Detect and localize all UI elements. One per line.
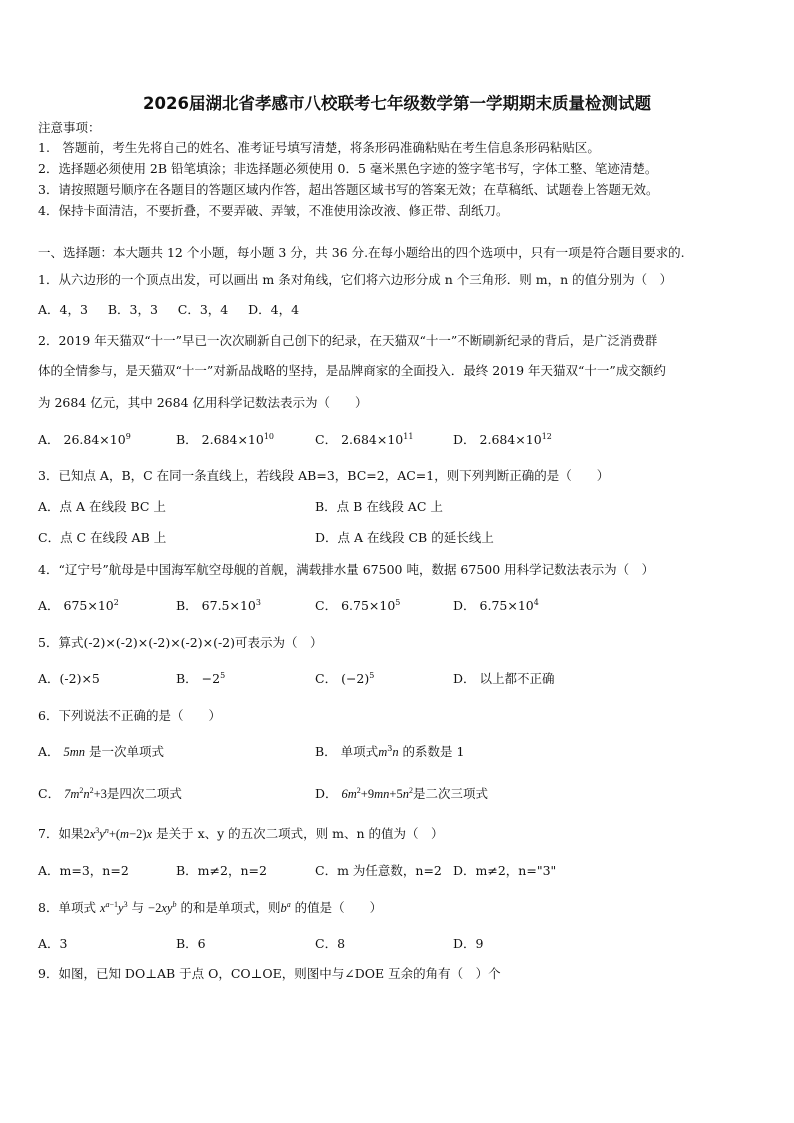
option-d: D．点 A 在线段 CB 的延长线上 <box>315 530 494 545</box>
option-c: C．点 C 在线段 AB 上 <box>38 530 167 545</box>
option-b: B．3，3 <box>107 302 158 317</box>
question-1-options <box>38 302 299 318</box>
notice-item: 2．选择题必须使用 2B 铅笔填涂；非选择题必须使用 0．5 毫米黑色字迹的签字笔书写，字体工整、笔迹清楚。 <box>38 161 658 176</box>
option-d: D．9 <box>453 936 484 951</box>
question-8-term-1: $x^{a-1}y^3$ <box>99 899 128 915</box>
option-c: C．3，4 <box>177 302 229 317</box>
question-5-stem: 5．算式(-2)×(-2)×(-2)×(-2)×(-2)可表示为（ ） <box>38 635 323 650</box>
notice-item: 3．请按照题号顺序在各题目的答题区域内作答，超出答题区域书写的答案无效；在草稿纸、试题卷上答题无效。 <box>38 182 659 197</box>
notice-heading: 注意事项： <box>38 120 101 135</box>
option-a: A．(-2)×5 <box>38 671 100 686</box>
option-c: C． $7m^2n^2+3$是四次二项式 <box>38 785 182 801</box>
option-a: A．点 A 在线段 BC 上 <box>38 499 166 514</box>
question-1-stem: 1．从六边形的一个顶点出发，可以画出 m 条对角线，它们将六边形分成 n 个三角形．则 m，n 的值分别为（ ） <box>38 272 673 287</box>
option-d-formula: $6m^2+9mn+5n^2$ <box>341 785 413 801</box>
section-heading: 一、选择题：本大题共 12 个小题，每小题 3 分，共 36 分.在每小题给出的四个选项中，只有一项是符合题目要求的. <box>38 245 685 260</box>
option-d: D． $6.75\times 10^4$ <box>453 597 539 613</box>
question-3-stem: 3．已知点 A，B，C 在同一条直线上，若线段 AB=3，BC=2，AC=1，则下列判断正确的是（ ） <box>38 468 610 483</box>
question-2-stem-line: 2．2019 年天猫双“十一”早已一次次刷新自己创下的纪录，在天猫双“十一”不断刷新纪录的背后，是广泛消费群 <box>38 333 658 348</box>
option-c-formula: $7m^2n^2+3$ <box>64 785 107 801</box>
option-b: B． $-2^5$ <box>176 670 226 686</box>
option-b: B． 单项式$m^3n$ 的系数是 1 <box>315 743 465 759</box>
exam-title: 2026届湖北省孝感市八校联考七年级数学第一学期期末质量检测试题 <box>143 94 651 113</box>
question-6-stem: 6．下列说法不正确的是（ ） <box>38 708 221 723</box>
question-8-stem: 8．单项式 $x^{a-1}y^3$ 与 $-2xy^b$ 的和是单项式，则$b^a$ 的值是（ ） <box>38 899 383 915</box>
question-4-stem: 4．“辽宁号”航母是中国海军航空母舰的首舰，满载排水量 67500 吨，数据 67500 用科学记数法表示为（ ） <box>38 562 655 577</box>
option-b: B． $2.684\times 10^{10}$ <box>176 431 275 447</box>
option-a: A． $26.84\times 10^9$ <box>38 431 131 447</box>
option-c: C．8 <box>315 936 346 951</box>
option-a: A．m=3，n=2 <box>38 863 129 878</box>
option-a: A． 5mn 是一次单项式 <box>38 744 165 759</box>
option-b: B．6 <box>176 936 206 951</box>
question-2-stem-line: 体的全情参与，是天猫双“十一”对新品战略的坚持，是品牌商家的全面投入．最终 2019 年天猫双“十一”成交额约 <box>38 363 666 378</box>
option-c: C． $6.75\times 10^5$ <box>315 597 401 613</box>
option-d: D． 以上都不正确 <box>453 671 555 686</box>
question-7-stem: 7．如果$2x^3y^n+(m-2)x$ 是关于 x、y 的五次二项式，则 m、n 的值为（ ） <box>38 825 444 841</box>
question-2-stem-line: 为 2684 亿元，其中 2684 亿用科学记数法表示为（ ） <box>38 395 368 410</box>
option-d: D．m≠2，n="3" <box>453 863 557 878</box>
option-a: A．4，3 <box>38 302 88 317</box>
option-b: B．m≠2，n=2 <box>176 863 267 878</box>
question-9-stem: 9．如图，已知 DO⊥AB 于点 O，CO⊥OE，则图中与∠DOE 互余的角有（ ）个 <box>38 966 501 981</box>
option-d: D． $2.684\times 10^{12}$ <box>453 431 552 447</box>
notice-item: 1. 答题前，考生先将自己的姓名、准考证号填写清楚，将条形码准确粘贴在考生信息条形码粘贴区。 <box>38 140 600 155</box>
option-d: D． $6m^2+9mn+5n^2$是二次三项式 <box>315 785 488 801</box>
option-b: B．点 B 在线段 AC 上 <box>315 499 443 514</box>
question-8-term-2: $-2xy^b$ <box>148 899 177 915</box>
option-c: C． $(-2)^5$ <box>315 670 375 686</box>
option-b: B． $67.5\times 10^3$ <box>176 597 261 613</box>
option-d: D．4，4 <box>248 302 300 317</box>
option-a: A． $675\times 10^2$ <box>38 597 119 613</box>
question-8-expression: $b^a$ <box>280 899 291 915</box>
option-a: A．3 <box>38 936 68 951</box>
question-7-formula: $2x^3y^n+(m-2)x$ <box>83 825 153 841</box>
option-c: C． $2.684\times 10^{11}$ <box>315 431 414 447</box>
option-c: C．m 为任意数，n=2 <box>315 863 442 878</box>
notice-item: 4．保持卡面清洁，不要折叠，不要弄破、弄皱，不准使用涂改液、修正带、刮纸刀。 <box>38 203 509 218</box>
